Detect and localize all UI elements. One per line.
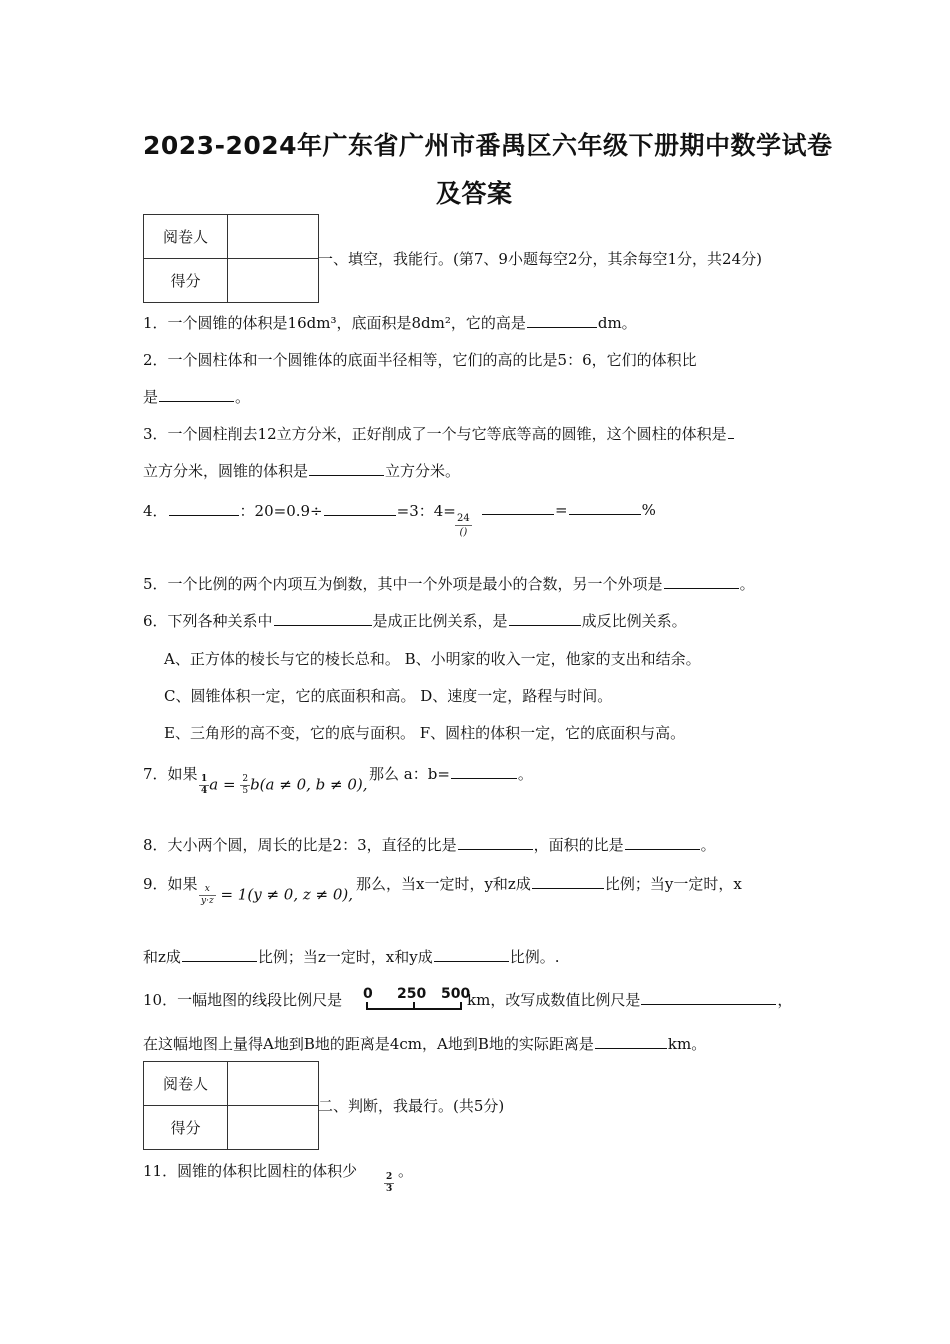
q11-f-den: 3 (386, 1184, 393, 1194)
q10-line2-a: 在这幅地图上量得A地到B地的距离是4cm，A地到B地的实际距离是 (143, 1035, 594, 1053)
score-cell-2[interactable] (228, 1106, 319, 1150)
reviewer-cell-2[interactable] (228, 1062, 319, 1106)
q7-end: 。 (517, 765, 533, 783)
q7-expr: b(a ≠ 0, b ≠ 0), (250, 775, 368, 794)
q4-tail (481, 500, 656, 519)
page-subtitle: 及答案 (436, 179, 513, 208)
q5-end: 。 (739, 575, 755, 593)
q6-text-c: 成反比例关系。 (581, 612, 687, 630)
q4-frac-num: 24 (457, 513, 470, 524)
q2-text: 是 (143, 388, 159, 406)
q9-expr: = 1(y ≠ 0, z ≠ 0), (220, 885, 354, 904)
q10-line2-b: km。 (667, 1035, 707, 1053)
scale-label-250: 250 (397, 986, 427, 1002)
q9-line2-b: 比例；当z一定时，x和y成 (257, 948, 433, 966)
q9-blank-2[interactable] (182, 947, 257, 962)
q3-blank-1[interactable] (728, 424, 734, 439)
question-3-line1 (143, 423, 735, 444)
question-11 (143, 1160, 357, 1181)
score-table-1 (143, 214, 319, 303)
q6-options-3: E、三角形的高不变，它的底与面积。 F、圆柱的体积一定，它的底面积与高。 (164, 724, 686, 742)
q7-equation (199, 774, 368, 797)
q4-frac-den[interactable]: () (459, 527, 468, 538)
q6-blank-1[interactable] (274, 611, 372, 626)
q9-tail (356, 873, 742, 894)
question-3-line2 (143, 460, 460, 481)
scale-label-0: 0 (363, 986, 373, 1002)
q3-text-2: 立方分米，圆锥的体积是 (143, 462, 309, 480)
q5-text: 5．一个比例的两个内项互为倒数，其中一个外项是最小的合数，另一个外项是 (143, 575, 663, 593)
q6-options-1: A、正方体的棱长与它的棱长总和。 B、小明家的收入一定，他家的支出和结余。 (164, 650, 701, 668)
q9-text-b: 那么，当x一定时，y和z成 (356, 875, 531, 893)
q4-blank-1[interactable] (169, 501, 239, 516)
q6-blank-2[interactable] (509, 611, 581, 626)
q10-text-c: ， (777, 991, 793, 1009)
q1-text: 1．一个圆锥的体积是16dm³，底面积是8dm²，它的高是 (143, 314, 526, 332)
q2-end: 。 (235, 388, 251, 406)
section1-heading: 一、填空，我能行。(第7、9小题每空2分，其余每空1分，共24分) (318, 250, 762, 268)
q9-f-den: y·z (201, 896, 214, 906)
q8-end: 。 (700, 836, 716, 854)
q4-prefix: 4． (143, 502, 168, 520)
q8-text-b: ，面积的比是 (533, 836, 624, 854)
score-cell[interactable] (228, 259, 319, 303)
q4-fraction (455, 512, 472, 539)
page-title: 2023-2024年广东省广州市番禺区六年级下册期中数学试卷 (143, 131, 833, 160)
question-6 (143, 610, 687, 631)
q7-blank[interactable] (451, 764, 517, 779)
q4-blank-4[interactable] (569, 500, 641, 515)
q11-f-num: 2 (386, 1172, 393, 1182)
q9-line2-c: 比例。. (509, 948, 560, 966)
question-1 (143, 312, 637, 333)
question-5 (143, 573, 755, 594)
q9-text-c: 比例；当y一定时，x (604, 875, 742, 893)
q10-tail (467, 989, 792, 1010)
q7-tail (369, 763, 533, 784)
q7-mid: a = (209, 775, 241, 794)
q10-blank-1[interactable] (641, 990, 776, 1005)
q3-text: 3．一个圆柱削去12立方分米，正好削成了一个与它等底等高的圆锥，这个圆柱的体积是 (143, 425, 727, 443)
question-2-line1: 2．一个圆柱体和一个圆锥体的底面半径相等，它们的高的比是5：6，它们的体积比 (143, 351, 697, 369)
question-9-line2 (143, 946, 560, 967)
q8-blank-2[interactable] (625, 835, 700, 850)
q11-fraction (384, 1172, 394, 1195)
score-label: 得分 (144, 259, 228, 303)
question-8 (143, 834, 716, 855)
q4-part1: ：20=0.9÷ (239, 502, 323, 520)
q1-blank[interactable] (527, 313, 597, 328)
q9-equation (199, 884, 353, 907)
q3-blank-2[interactable] (309, 461, 384, 476)
q4-part3: = (555, 501, 568, 519)
q6-options-2: C、圆锥体积一定，它的底面积和高。 D、速度一定，路程与时间。 (164, 687, 613, 705)
q8-text-a: 8．大小两个圆，周长的比是2：3，直径的比是 (143, 836, 457, 854)
q3-end: 立方分米。 (385, 462, 461, 480)
q9-f-num: x (199, 884, 216, 896)
score-label-2: 得分 (144, 1106, 228, 1150)
q4-part2: =3：4= (396, 502, 456, 520)
q9-line2-a: 和z成 (143, 948, 181, 966)
q6-text-b: 是成正比例关系，是 (372, 612, 508, 630)
q1-unit: dm。 (597, 314, 637, 332)
reviewer-label-2: 阅卷人 (144, 1062, 228, 1106)
q4-blank-2[interactable] (324, 501, 396, 516)
q2-blank[interactable] (159, 387, 234, 402)
question-2-line2 (143, 386, 250, 407)
q7-text-a: 7．如果 (143, 765, 198, 783)
reviewer-cell[interactable] (228, 215, 319, 259)
q7-f1-den: 4 (201, 786, 208, 796)
q10-blank-2[interactable] (595, 1034, 667, 1049)
q11-text: 11．圆锥的体积比圆柱的体积少 (143, 1162, 358, 1180)
q7-f1-num: 1 (201, 774, 208, 784)
q8-blank-1[interactable] (458, 835, 533, 850)
question-4 (143, 500, 456, 521)
q5-blank[interactable] (664, 574, 739, 589)
q11-end: 。 (398, 1162, 414, 1180)
q4-blank-3[interactable] (482, 500, 554, 515)
q9-blank-3[interactable] (434, 947, 509, 962)
q4-percent: % (641, 501, 656, 519)
q7-f2-num: 2 (242, 774, 249, 784)
reviewer-label: 阅卷人 (144, 215, 228, 259)
question-10-line2 (143, 1033, 706, 1054)
q10-scale-bar (363, 985, 471, 1013)
q6-text-a: 6．下列各种关系中 (143, 612, 273, 630)
q10-text-b: km，改写成数值比例尺是 (467, 991, 641, 1009)
q9-text-a: 9．如果 (143, 875, 198, 893)
q7-f2-den: 5 (242, 786, 249, 796)
scale-label-500: 500 (441, 986, 471, 1002)
q7-text-b: 那么 a：b= (369, 765, 450, 783)
q10-text-a: 10．一幅地图的线段比例尺是 (143, 991, 343, 1009)
score-table-2 (143, 1061, 319, 1150)
section2-heading: 二、判断，我最行。(共5分) (318, 1097, 505, 1115)
q9-blank-1[interactable] (532, 874, 604, 889)
